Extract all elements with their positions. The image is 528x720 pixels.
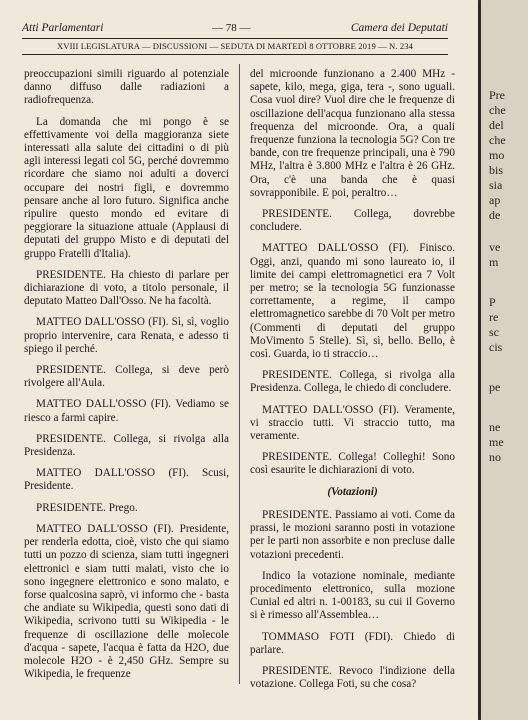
paragraph: MATTEO DALL'OSSO (FI). Vediamo se riesco a farmi capire. (24, 398, 229, 424)
adjacent-text: Pre (489, 88, 505, 102)
column-divider (239, 64, 240, 684)
paragraph: MATTEO DALL'OSSO (FI). Sì, sì, voglio proprio intervenire, cara Renata, e adesso ti spiego il perché. (24, 316, 229, 355)
paragraph: MATTEO DALL'OSSO (FI). Veramente, vi straccio tutti. Vi straccio tutto, ma veramente. (250, 403, 455, 443)
header-left: Atti Parlamentari (22, 22, 104, 34)
adjacent-text: che (489, 103, 506, 117)
paragraph: MATTEO DALL'OSSO (FI). Scusi, Presidente. (24, 467, 229, 493)
header-rule-top (22, 38, 448, 39)
running-header (22, 22, 448, 38)
adjacent-page-edge (481, 0, 528, 720)
header-rule-bottom (22, 54, 448, 55)
paragraph: Indico la votazione nominale, mediante procedimento elettronico, sulla mozione Cunial ed altri n. 1-00183, su cui il Governo si è rimesso all'Assemblea… (250, 569, 455, 622)
adjacent-text: pe (489, 380, 501, 394)
adjacent-text: bis (489, 163, 504, 177)
adjacent-text: de (489, 208, 501, 222)
adjacent-text: m (489, 255, 499, 269)
paragraph: preoccupazioni simili riguardo al potenziale danno diffuso dalle radiazioni a radiofrequenza. (24, 68, 229, 107)
adjacent-text: del (489, 118, 504, 132)
paragraph: La domanda che mi pongo è se effettivamente voi della maggioranza siete interessati alla salute dei cittadini o di più agli interessi legati col 5G, perché dovremmo ricordare che siamo noi adulti a doverci occupare dei nostri figli, e dovremmo pensare anche al loro futuro. Significa anche ripulire questo mondo ed evitare di peggiorare la situazione attuale (Applausi di deputati del gruppo Misto e di deputati del gruppo Fratelli d'Italia). (24, 115, 229, 260)
adjacent-text: no (489, 450, 501, 464)
adjacent-text: me (489, 435, 504, 449)
paragraph: PRESIDENTE. Collega, si rivolga alla Presidenza. Collega, le chiedo di concludere. (250, 369, 455, 395)
header-right: Camera dei Deputati (350, 22, 448, 34)
paragraph: PRESIDENTE. Prego. (36, 501, 138, 514)
paragraph: PRESIDENTE. Collega, si deve però rivolgere all'Aula. (24, 364, 229, 390)
paragraph: PRESIDENTE. Collega, dovrebbe concludere. (250, 208, 455, 234)
adjacent-text: re (489, 310, 499, 324)
paragraph: PRESIDENTE. Collega! Colleghi! Sono così esaurite le dichiarazioni di voto. (250, 451, 455, 477)
adjacent-text: ne (489, 420, 501, 434)
adjacent-text: sc (489, 325, 499, 339)
adjacent-text: P (489, 295, 496, 309)
left-column (24, 68, 229, 689)
right-column (250, 68, 455, 699)
adjacent-text: cis (489, 340, 503, 354)
paragraph: MATTEO DALL'OSSO (FI). Presidente, per renderla edotta, cioè, visto che qui siamo tutti un pozzo di scienza, siam tutti ingegneri elettronici e siam tutti malati, visto che io sono ingegnere elettronico e sono malato, e forse qualcosina saprò, vi informo che - basta che andiate su Wikipedia, questi sono dati di Wikipedia, scrivono tutti su Wikipedia - le frequenze di oscillazione delle molecole d'acqua - sapete, l'acqua è fatta da H2O, due molecole H2O - è 2,450 GHz. Sempre su Wikipedia, le frequenze (24, 522, 229, 681)
page-number: — 78 — (212, 22, 251, 34)
adjacent-text: ve (489, 240, 501, 254)
section-heading: (Votazioni) (327, 485, 378, 498)
paragraph: PRESIDENTE. Collega, si rivolga alla Presidenza. (24, 432, 229, 459)
paragraph: PRESIDENTE. Passiamo ai voti. Come da prassi, le mozioni saranno posti in votazione per le parti non assorbite e non precluse dalle votazioni precedenti. (250, 508, 455, 561)
paragraph: PRESIDENTE. Ha chiesto di parlare per dichiarazione di voto, a titolo personale, il deputato Matteo Dall'Osso. Ne ha facoltà. (24, 268, 229, 308)
adjacent-text: ap (489, 193, 501, 207)
adjacent-text: sia (489, 178, 503, 192)
paragraph: MATTEO DALL'OSSO (FI). Finisco. Oggi, anzi, quando mi sono laureato io, il limite dei campi elettromagnetici era 7 Volt per metro; se la tecnologia 5G funzionasse correttamente, a regime, il campo elettromagnetico sarebbe di 70 Volt per metro (Commenti di deputati del gruppo MoVimento 5 Stelle). Sì, sì, bello. Bello, è così. Guarda, io ti straccio… (250, 242, 455, 361)
paragraph: del microonde funzionano a 2.400 MHz - sapete, kilo, mega, giga, tera -, sono uguali. Cosa vuol dire? Vuol dire che le frequenze di oscillazione dell'acqua funzionano alla stessa frequenza del microonde. Ora, a quali frequenze funziona la tecnologia 5G? Con tre bande, con tre frequenze principali, una è 790 MHz, l'altra è 3.800 MHz e l'altra è 26 GHz. Ora, c'è una banda che è quasi sovrapponibile. E poi, peraltro… (250, 68, 455, 199)
adjacent-text: che (489, 133, 506, 147)
adjacent-text: mo (489, 148, 505, 162)
session-subheader: XVIII LEGISLATURA — DISCUSSIONI — SEDUTA DI MARTEDÌ 8 OTTOBRE 2019 — N. 234 (56, 41, 414, 51)
paragraph: TOMMASO FOTI (FDI). Chiedo di parlare. (250, 630, 455, 656)
paragraph: PRESIDENTE. Revoco l'indizione della votazione. Collega Foti, su che cosa? (250, 664, 455, 691)
